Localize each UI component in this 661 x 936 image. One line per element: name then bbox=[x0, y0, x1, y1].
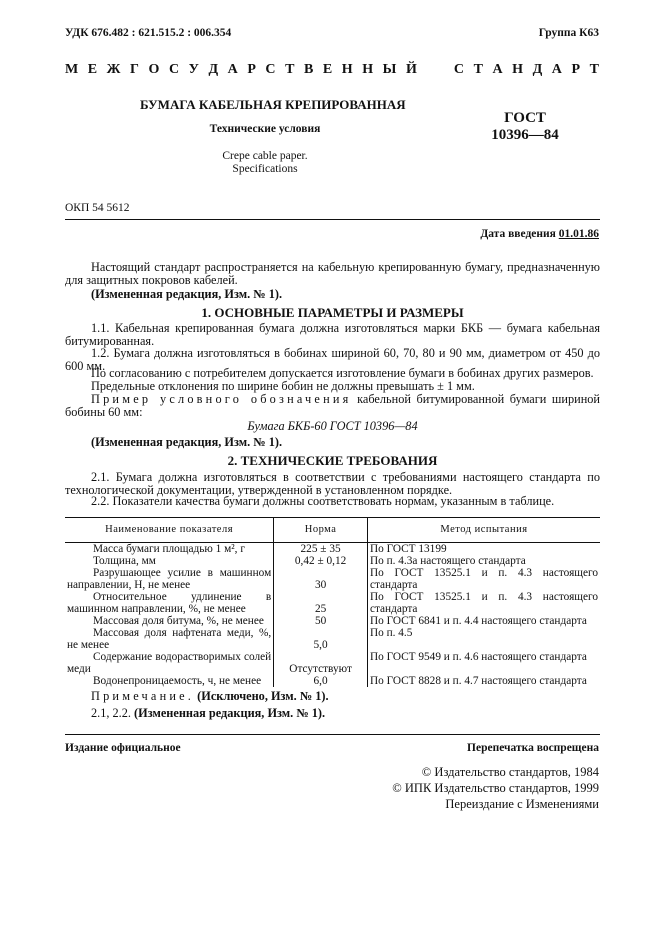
gost-label: ГОСТ bbox=[504, 110, 546, 126]
col-header-method: Метод испытания bbox=[367, 518, 600, 543]
english-title bbox=[140, 150, 390, 176]
designation-example bbox=[65, 393, 600, 420]
effective-date-label: Дата введения bbox=[480, 228, 556, 240]
banner-letter: Т bbox=[285, 62, 295, 77]
banner-letter: Р bbox=[247, 62, 256, 77]
banner-letter: Е bbox=[322, 62, 333, 77]
okp-code: ОКП 54 5612 bbox=[65, 202, 130, 214]
banner-letter: Ж bbox=[106, 62, 121, 77]
cell-norm: Отсутствуют bbox=[274, 651, 368, 675]
note-label: Примечание. bbox=[91, 689, 195, 703]
table-row bbox=[65, 555, 600, 567]
cell-method: По ГОСТ 13525.1 и п. 4.3 настоящего стандарта bbox=[367, 591, 600, 615]
cell-name: Разрушающее усилие в машинном направлении, Н, не менее bbox=[67, 567, 272, 591]
banner-letter: Ы bbox=[382, 62, 397, 77]
col-header-name: Наименование показателя bbox=[65, 518, 274, 543]
udk-code: УДК 676.482 : 621.515.2 : 006.354 bbox=[65, 27, 232, 39]
banner-letter: Т bbox=[589, 62, 599, 77]
amendment-3-prefix: 2.1, 2.2. bbox=[91, 706, 131, 720]
cell-name: Содержание водорастворимых солей меди bbox=[67, 651, 272, 675]
reissue-note: Переиздание с Изменениями bbox=[445, 797, 599, 811]
banner-letter: Р bbox=[571, 62, 581, 77]
example-label: Пример условного обозначения bbox=[91, 392, 352, 406]
cell-method: По ГОСТ 8828 и п. 4.7 настоящего стандарта bbox=[367, 675, 600, 687]
cell-norm: 25 bbox=[274, 591, 368, 615]
cell-method: По п. 4.5 bbox=[367, 627, 600, 651]
section-1-heading: 1. ОСНОВНЫЕ ПАРАМЕТРЫ И РАЗМЕРЫ bbox=[201, 305, 464, 320]
amendment-note-2: (Измененная редакция, Изм. № 1). bbox=[91, 435, 283, 449]
document-title: БУМАГА КАБЕЛЬНАЯ КРЕПИРОВАННАЯ bbox=[140, 97, 406, 112]
banner-letter: С bbox=[265, 62, 276, 77]
table-note bbox=[65, 690, 600, 703]
copyright-1999: © ИПК Издательство стандартов, 1999 bbox=[392, 781, 599, 795]
banner-letter: Д bbox=[208, 62, 219, 77]
header-divider bbox=[65, 219, 600, 220]
table-row bbox=[65, 627, 600, 651]
cell-method: По ГОСТ 9549 и п. 4.6 настоящего стандарта bbox=[367, 651, 600, 675]
cell-name: Масса бумаги площадью 1 м², г bbox=[93, 543, 245, 555]
cell-name: Толщина, мм bbox=[93, 555, 156, 567]
clause-1-1: 1.1. Кабельная крепированная бумага должна изготовляться марки БКБ — бумага кабельная битумированная. bbox=[65, 321, 600, 349]
table-header-row bbox=[65, 518, 600, 543]
official-edition: Издание официальное bbox=[65, 742, 181, 754]
banner-letter: О bbox=[148, 62, 160, 77]
cell-name: Массовая доля битума, %, не менее bbox=[93, 615, 264, 627]
designation-sample: Бумага БКБ-60 ГОСТ 10396—84 bbox=[247, 419, 418, 433]
standard-banner bbox=[65, 62, 599, 78]
table-row bbox=[65, 543, 600, 556]
amendment-3-text: (Измененная редакция, Изм. № 1). bbox=[134, 706, 326, 720]
clause-2-2: 2.2. Показатели качества бумаги должны соответствовать нормам, указанным в таблице. bbox=[91, 494, 555, 508]
banner-letter: Е bbox=[87, 62, 98, 77]
document-subtitle: Технические условия bbox=[209, 123, 321, 135]
effective-date-value: 01.01.86 bbox=[558, 228, 599, 240]
banner-letter: Т bbox=[473, 62, 483, 77]
table-row bbox=[65, 675, 600, 687]
clause-1-2-agreement: По согласованию с потребителем допускается изготовление бумаги в бобинах других размеров. bbox=[91, 366, 594, 380]
banner-letter: М bbox=[65, 62, 79, 77]
cell-method: По ГОСТ 6841 и п. 4.4 настоящего стандарта bbox=[367, 615, 600, 627]
table-row bbox=[65, 567, 600, 591]
banner-letter: Й bbox=[405, 62, 417, 77]
intro-paragraph: Настоящий стандарт распространяется на кабельную крепированную бумагу, предназначенную для защитных покровов кабелей. bbox=[65, 260, 600, 288]
cell-norm: 5,0 bbox=[274, 627, 368, 651]
cell-name: Водонепроницаемость, ч, не менее bbox=[93, 675, 262, 687]
footer-divider bbox=[65, 734, 600, 735]
copyright-1984: © Издательство стандартов, 1984 bbox=[421, 765, 599, 779]
cell-method: По ГОСТ 13199 bbox=[367, 543, 600, 556]
cell-norm: 225 ± 35 bbox=[274, 543, 368, 556]
table-row bbox=[65, 615, 600, 627]
example-text: кабельной битумированной бумаги шириной бобины 60 мм: bbox=[65, 392, 601, 420]
note-text: (Исключено, Изм. № 1). bbox=[197, 689, 329, 703]
effective-date bbox=[480, 228, 599, 240]
amendment-note-1: (Измененная редакция, Изм. № 1). bbox=[91, 287, 283, 301]
banner-letter: А bbox=[227, 62, 238, 77]
banner-letter: С bbox=[453, 62, 465, 77]
cell-norm: 30 bbox=[274, 567, 368, 591]
gost-designation bbox=[470, 110, 580, 144]
cell-norm: 0,42 ± 0,12 bbox=[274, 555, 368, 567]
cell-name: Массовая доля нафтената меди, %, не менее bbox=[67, 627, 272, 651]
banner-letter: А bbox=[551, 62, 562, 77]
amendment-note-3 bbox=[65, 707, 600, 720]
table-row bbox=[65, 591, 600, 615]
reprint-prohibited: Перепечатка воспрещена bbox=[467, 742, 599, 754]
table-row bbox=[65, 651, 600, 675]
banner-letter: Г bbox=[130, 62, 139, 77]
cell-name: Относительное удлинение в машинном направлении, %, не менее bbox=[67, 591, 272, 615]
cell-norm: 50 bbox=[274, 615, 368, 627]
english-title-line1: Crepe cable paper. bbox=[222, 150, 308, 162]
banner-gap bbox=[426, 62, 444, 78]
clause-1-2: 1.2. Бумага должна изготовляться в бобинах шириной 60, 70, 80 и 90 мм, диаметром от 450 до 600 мм. bbox=[65, 346, 600, 374]
gost-number: 10396—84 bbox=[491, 127, 559, 143]
banner-letter: Н bbox=[341, 62, 353, 77]
banner-letter: С bbox=[168, 62, 180, 77]
col-header-norm: Норма bbox=[274, 518, 368, 543]
clause-2-1: 2.1. Бумага должна изготовляться в соответствии с требованиями настоящего стандарта по технологической документации, утвержденной в установленном порядке. bbox=[65, 470, 600, 498]
banner-letter: Н bbox=[362, 62, 374, 77]
banner-letter: А bbox=[492, 62, 503, 77]
banner-letter: У bbox=[188, 62, 199, 77]
cell-method: По ГОСТ 13525.1 и п. 4.3 настоящего стандарта bbox=[367, 567, 600, 591]
cell-norm: 6,0 bbox=[274, 675, 368, 687]
cell-method: По п. 4.3а настоящего стандарта bbox=[367, 555, 600, 567]
section-2-heading: 2. ТЕХНИЧЕСКИЕ ТРЕБОВАНИЯ bbox=[227, 453, 438, 468]
english-title-line2: Specifications bbox=[232, 163, 298, 175]
banner-letter: В bbox=[303, 62, 314, 77]
banner-letter: Д bbox=[532, 62, 543, 77]
requirements-table bbox=[65, 517, 600, 687]
clause-1-2-tolerance: Предельные отклонения по ширине бобин не должны превышать ± 1 мм. bbox=[91, 379, 475, 393]
group-code: Группа К63 bbox=[538, 27, 599, 39]
banner-letter: Н bbox=[512, 62, 524, 77]
